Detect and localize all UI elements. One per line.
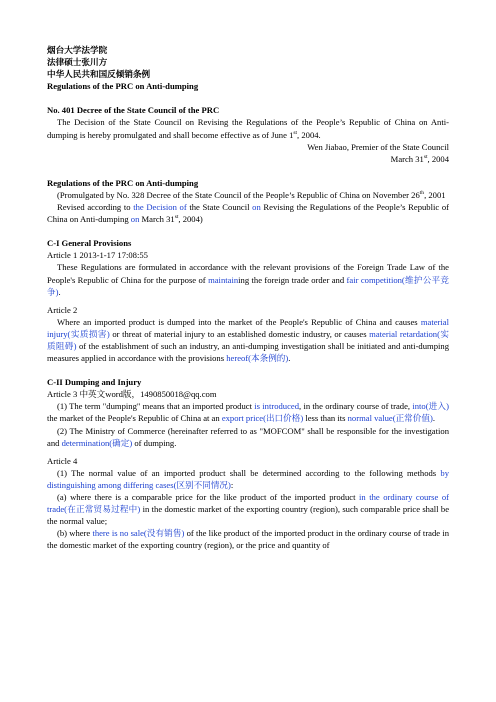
article-4-a-text-1: (a) where there is a comparable price for the like product of the imported product — [57, 492, 360, 502]
regulations-section — [47, 177, 449, 225]
school-name: 烟台大学法学院 — [47, 45, 108, 55]
article-1-body — [47, 261, 449, 297]
revision-text-1: Revised according to — [57, 202, 134, 213]
chapter-2-heading: C-II Dumping and Injury — [47, 377, 142, 388]
revision-text-5: Revising the Regulations of the People’s Republic of China on Anti-dumping — [47, 202, 449, 225]
article-3-term-normal-value: normal value(正常价值) — [347, 413, 433, 424]
article-4-para-1 — [47, 467, 449, 491]
article-2-term-material-injury: material injury(实质损害) — [47, 316, 449, 339]
revision-text-6: on — [130, 214, 140, 225]
article-3-p1-text-3: the market of the People's Republic of China at an — [47, 413, 222, 424]
promulgation-text: (Promulgated by No. 328 Decree of the State Council of the People’s Republic of China on November 26 — [57, 189, 420, 200]
article-2-label: Article 2 — [47, 304, 78, 315]
article-2-text-1: Where an imported product is dumped into the market of the People's Republic of China and causes — [57, 316, 421, 327]
decree-date-sup: st — [423, 153, 428, 160]
revision-sup: st — [174, 214, 179, 221]
title-chinese: 中华人民共和国反倾销条例 — [47, 69, 151, 80]
revision-text-2: the Decision of — [133, 202, 187, 213]
article-1-term-maintain: maintain — [208, 274, 239, 285]
decree-section — [47, 104, 449, 164]
decree-body — [47, 116, 449, 140]
article-2-term-hereof: hereof(本条例的) — [226, 353, 289, 364]
article-4-a-text-2: in the domestic market of the exporting country (region), such comparable price shall be the normal value; — [47, 504, 450, 527]
article-2-body — [47, 316, 449, 364]
promulgation-year: , 2001 — [424, 189, 446, 200]
article-2-text-3: of the establishment of such an industry, an anti-dumping investigation shall be initiated and anti-dumping measures applied in accordance with the provisions — [47, 340, 449, 364]
article-4-p1-text-1: (1) The normal value of an imported product shall be determined according to the following methods — [57, 467, 441, 478]
article-3-para-1 — [47, 400, 449, 424]
revision-text-4: on — [252, 202, 261, 213]
chapter-1 — [47, 237, 449, 364]
article-4-item-a — [47, 491, 449, 527]
decree-body-text: The Decision of the State Council on Revising the Regulations of the People’s Republic of China on Anti-dumping is hereby promulgated and shall become effective as of June 1 — [47, 117, 449, 140]
article-4-b-text-2: of the like product of the imported product in the ordinary course of trade in the domestic market of the exporting country (region), or the price and quantity of — [47, 528, 450, 551]
article-1-term-fair-competition: fair competition(维护公平竞争) — [47, 274, 449, 297]
document-header — [47, 44, 449, 92]
chapter-2 — [47, 376, 449, 551]
article-1-text-3: . — [58, 286, 61, 297]
article-3-p1-text-1: (1) The term "dumping" means that an imported product — [57, 401, 255, 412]
article-4-item-b — [47, 527, 449, 551]
article-3-term-export-price: export price(出口价格) — [221, 413, 304, 424]
article-3-p1-text-4: less than its — [303, 413, 348, 424]
article-3-term-determination: determination(确定) — [61, 437, 133, 448]
article-1-label: Article 1 2013-1-17 17:08:55 — [47, 250, 148, 261]
article-4-p1-text-2: : — [230, 479, 234, 490]
article-2-text-2: or threat of material injury to an established domestic industry, or causes — [109, 328, 370, 339]
revision-text-7: March 31 — [139, 214, 175, 225]
article-3-para-2 — [47, 425, 449, 449]
decree-body-end: , 2004. — [297, 129, 321, 140]
article-4-b-text-1: (b) where — [57, 528, 93, 539]
article-3-term-into: into(进入) — [412, 401, 449, 412]
decree-date-year: , 2004 — [427, 153, 449, 164]
article-3-p1-text-2: , in the ordinary course of trade, — [299, 401, 413, 412]
author-name: 法律硕士张川方 — [47, 57, 108, 68]
article-3-label: Article 3 中英文word版，1490850018@qq.com — [47, 389, 217, 400]
article-4-term-ordinary-course: in the ordinary course of trade(在正常贸易过程中) — [47, 492, 450, 515]
revision-text-8: , 2004) — [178, 214, 203, 225]
article-3-term-introduced: is introduced — [254, 401, 300, 412]
promulgation-note — [47, 189, 449, 201]
article-2-text-4: . — [288, 353, 291, 364]
promulgation-sup: th — [419, 190, 425, 197]
revision-text-3: the State Council — [186, 202, 253, 213]
decree-signature: Wen Jiabao, Premier of the State Council — [307, 141, 449, 152]
article-3-p2-text-2: of dumping. — [132, 437, 177, 448]
decree-date-text: March 31 — [390, 153, 424, 164]
chapter-1-heading: C-I General Provisions — [47, 238, 132, 249]
article-4-term-distinguishing: by distinguishing among differing cases(区别不同情况) — [47, 467, 449, 490]
article-1-text-1: These Regulations are formulated in accordance with the relevant provisions of the Foreign Trade Law of the People's Republic of China for the purpose of — [47, 262, 449, 285]
decree-date — [47, 153, 449, 165]
title-english: Regulations of the PRC on Anti-dumping — [47, 81, 199, 92]
article-3-p1-text-5: . — [432, 413, 435, 424]
revision-note — [47, 201, 449, 225]
decree-heading: No. 401 Decree of the State Council of the PRC — [47, 105, 220, 116]
article-2-term-material-retardation: material retardation(实质阻碍) — [47, 328, 449, 351]
article-1-text-2: ing the foreign trade order and — [238, 274, 347, 285]
decree-body-sup: st — [293, 129, 298, 136]
article-4-term-no-sale: there is no sale(没有销售) — [92, 528, 185, 539]
regulations-heading: Regulations of the PRC on Anti-dumping — [47, 177, 199, 188]
article-4-label: Article 4 — [47, 455, 78, 466]
article-3-p2-text-1: (2) The Ministry of Commerce (hereinafter referred to as "MOFCOM" shall be responsible for the investigation and — [47, 425, 449, 448]
